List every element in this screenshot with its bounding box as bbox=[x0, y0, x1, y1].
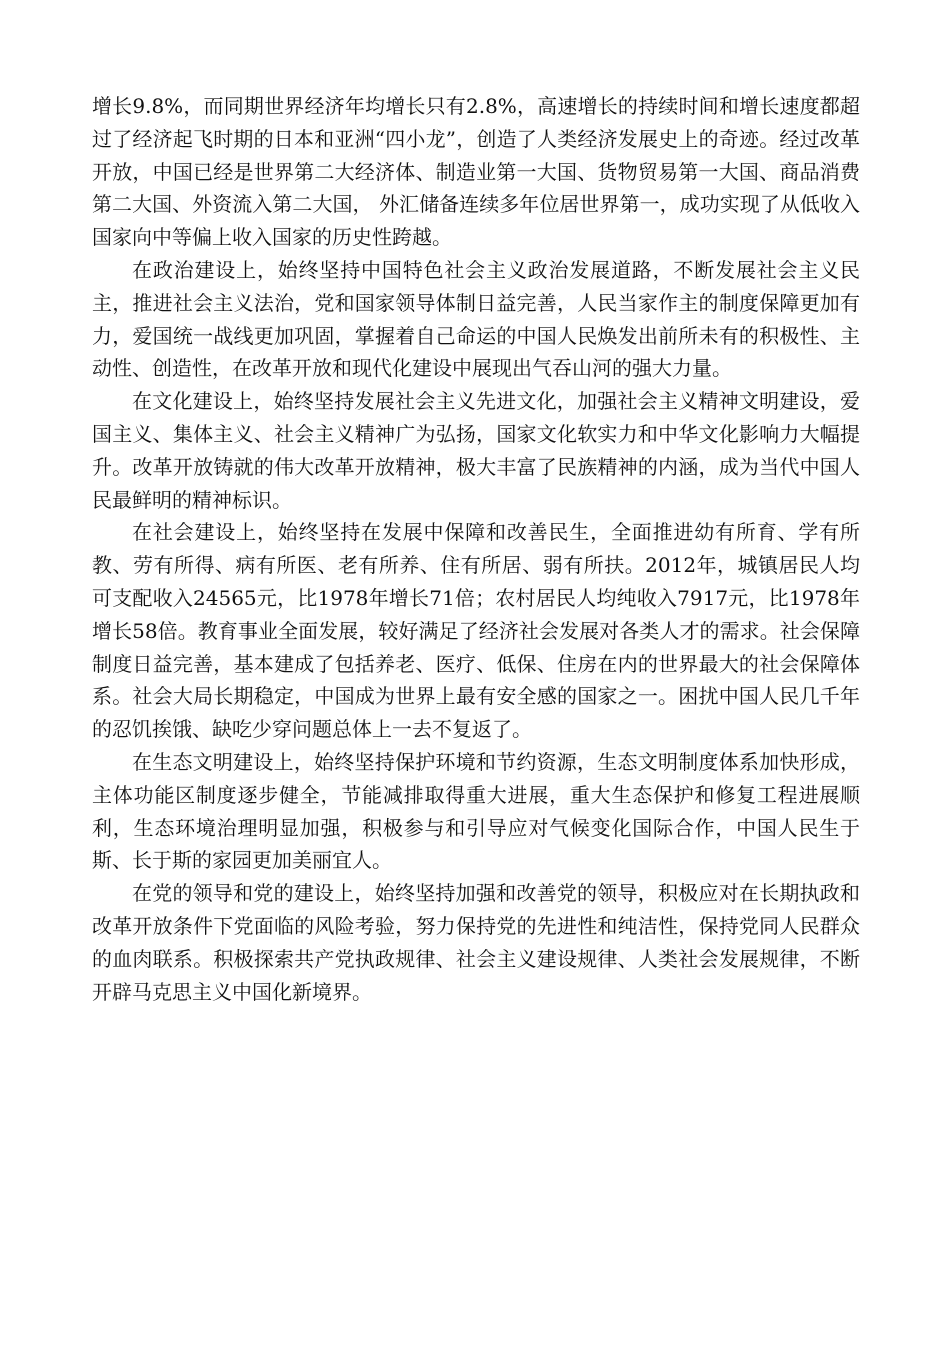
paragraph-ecological-construction: 在生态文明建设上，始终坚持保护环境和节约资源，生态文明制度体系加快形成，主体功能区制度逐步健全，节能减排取得重大进展，重大生态保护和修复工程进展顺利，生态环境治理明显加强，积极参与和引导应对气候变化国际合作，中国人民生于斯、长于斯的家园更加美丽宜人。 bbox=[92, 749, 860, 873]
paragraph-economy-continuation: 增长9.8%，而同期世界经济年均增长只有2.8%，高速增长的持续时间和增长速度都超过了经济起飞时期的日本和亚洲“四小龙”，创造了人类经济发展史上的奇迹。经过改革开放，中国已经是世界第二大经济体、制造业第一大国、货物贸易第一大国、商品消费第二大国、外资流入第二大国， 外汇储备连续多年位居世界第一，成功实现了从低收入国家向中等偏上收入国家的历史性跨越。 bbox=[92, 94, 860, 250]
paragraph-social-construction: 在社会建设上，始终坚持在发展中保障和改善民生，全面推进幼有所育、学有所教、劳有所得、病有所医、老有所养、住有所居、弱有所扶。2012年，城镇居民人均可支配收入24565元，比1978年增长71倍；农村居民人均纯收入7917元，比1978年增长58倍。教育事业全面发展，较好满足了经济社会发展对各类人才的需求。社会保障制度日益完善，基本建成了包括养老、医疗、低保、住房在内的世界最大的社会保障体系。社会大局长期稳定，中国成为世界上最有安全感的国家之一。困扰中国人民几千年的忍饥挨饿、缺吃少穿问题总体上一去不复返了。 bbox=[92, 520, 860, 742]
paragraph-cultural-construction: 在文化建设上，始终坚持发展社会主义先进文化，加强社会主义精神文明建设，爱国主义、集体主义、社会主义精神广为弘扬，国家文化软实力和中华文化影响力大幅提升。改革开放铸就的伟大改革开放精神，极大丰富了民族精神的内涵，成为当代中国人民最鲜明的精神标识。 bbox=[92, 389, 860, 512]
document-body bbox=[92, 90, 860, 1008]
paragraph-political-construction: 在政治建设上，始终坚持中国特色社会主义政治发展道路，不断发展社会主义民主，推进社会主义法治，党和国家领导体制日益完善，人民当家作主的制度保障更加有力，爱国统一战线更加巩固，掌握着自己命运的中国人民焕发出前所未有的积极性、主动性、创造性，在改革开放和现代化建设中展现出气吞山河的强大力量。 bbox=[92, 257, 860, 381]
paragraph-party-construction: 在党的领导和党的建设上，始终坚持加强和改善党的领导，积极应对在长期执政和改革开放条件下党面临的风险考验，努力保持党的先进性和纯洁性，保持党同人民群众的血肉联系。积极探索共产党执政规律、社会主义建设规律、人类社会发展规律，不断开辟马克思主义中国化新境界。 bbox=[92, 881, 860, 1004]
